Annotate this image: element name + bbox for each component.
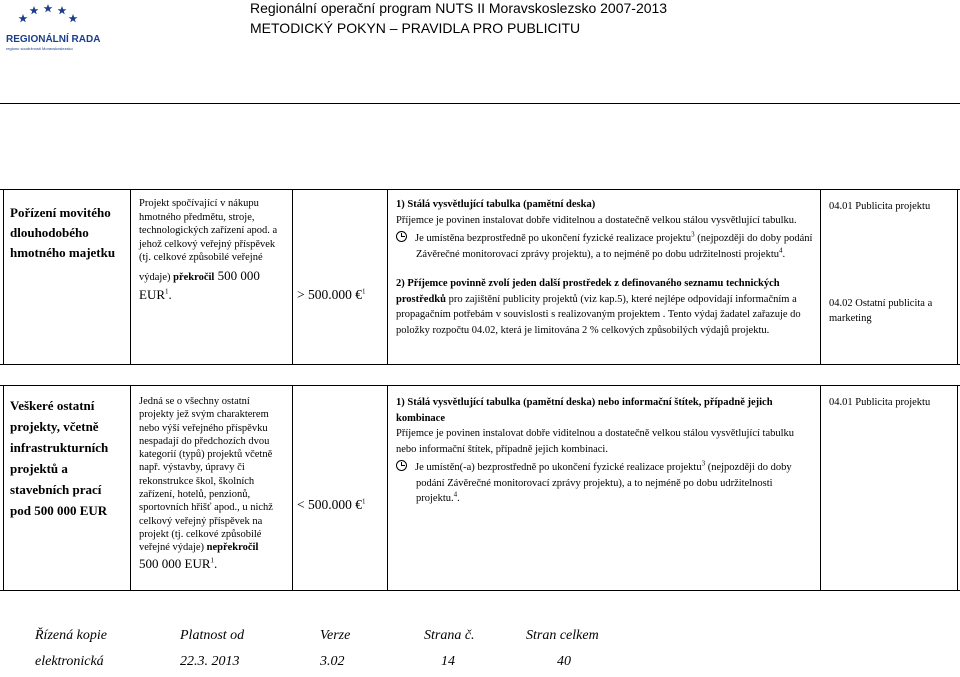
row2-description-line: projekt (tj. celkové způsobilé: [139, 528, 262, 540]
row2-category: [10, 395, 128, 521]
row2-threshold: [297, 497, 385, 512]
row1-threshold-sup: 1: [362, 287, 366, 296]
row1-description-eur-text: EUR: [139, 287, 165, 302]
row1-budget-item-2: 04.02 Ostatní publicita a marketing: [829, 298, 933, 324]
row2-description-line: celkový veřejný příspěvek na: [139, 515, 263, 527]
row2-description-end: .: [214, 555, 218, 571]
table-top-border: [0, 103, 960, 104]
row2-requirement-note: Je umístěn(-a) bezprostředně po ukončení fyzické realizace projektu$^3$ (nejpozději do doby podání Závěrečné monitorovací zprávy projektu), a to nejméně po dobu udržitelnosti projektu.$^4$.: [396, 460, 816, 507]
row1-top-border: [0, 189, 960, 190]
row1-description-value: 500 000: [214, 267, 260, 283]
row1-requirement-text: Příjemce je povinen instalovat dobře viditelnou a dostatečně velkou stálou vysvětlující tabulku.: [396, 214, 797, 226]
row1-description-line: jehož celkový veřejný příspěvek: [139, 238, 276, 250]
row2-category-line: pod 500 000 EUR: [10, 503, 108, 518]
row1-category-line: dlouhodobého: [10, 225, 89, 240]
row1-requirement-title: 1) Stálá vysvětlující tabulka (pamětní deska): [396, 199, 596, 210]
row1-requirement-note-sup2: 4: [779, 246, 783, 254]
row2-divider-1: [130, 385, 131, 590]
row1-requirement-note-sup: 3: [691, 230, 695, 239]
row2-description-line: nespadají do předchozích dvou: [139, 435, 270, 447]
row2-description-line: Jedná se o všechny ostatní: [139, 396, 250, 407]
document-title: Regionální operační program NUTS II Moravskoslezsko 2007-2013: [250, 0, 668, 16]
row2-requirement-title: 1) Stálá vysvětlující tabulka (pamětní deska) nebo informační štítek, případně jejich kombinace: [396, 397, 773, 424]
row1-border-right: [957, 189, 958, 364]
row2-category-line: infrastrukturních: [10, 440, 109, 455]
row2-border-left: [3, 385, 4, 590]
row2-category-line: projektů a: [10, 461, 68, 476]
footer-header-version: Verze: [320, 628, 351, 643]
row1-category-line: Pořízení movitého: [10, 205, 111, 220]
row1-requirement-note-text: Je umístěna bezprostředně po ukončení fyzické realizace projektu: [415, 233, 692, 244]
row2-description-prefix: veřejné výdaje): [139, 542, 207, 554]
row2-divider-4: [820, 385, 821, 590]
regional-council-logo: [4, 2, 110, 54]
row2-requirement-note-text: Je umístěn(-a) bezprostředně po ukončení fyzické realizace projektu: [415, 462, 702, 473]
row2-border-right: [957, 385, 958, 590]
row1-requirement-2-text: pro zajištění publicity projektů (viz kap.5), které nejlépe odpovídají informačním a propagačním potřebám v souvislosti s realizovaným projektem . Tento výdaj žadatel zařazuje do položky rozpočtu 04.02, která je limitována 2 % celkových způsobilých výdajů projektu.: [396, 293, 801, 336]
row1-description-prefix: výdaje): [139, 271, 174, 283]
footer-value-version: 3.02: [320, 654, 345, 669]
footer-header-valid-from: Platnost od: [180, 628, 245, 643]
row2-threshold-sup: 1: [362, 497, 366, 506]
row1-description-eur: [139, 288, 289, 302]
row2-description-bold: nepřekročil: [206, 542, 259, 554]
footer-header-pages-total: Stran celkem: [526, 628, 599, 643]
row2-requirement-note-sup: 3: [701, 459, 706, 468]
footer-value-page: 14: [441, 654, 455, 669]
row1-description: [139, 197, 289, 302]
footer-value-pages-total: 40: [557, 654, 571, 669]
row2-budget-item-1: 04.01 Publicita projektu: [829, 397, 931, 408]
document-subtitle: METODICKÝ POKYN – PRAVIDLA PRO PUBLICITU: [250, 20, 581, 36]
footer-value-valid-from: 22.3. 2013: [180, 654, 240, 669]
row2-requirement-note-sup2: 4: [453, 490, 458, 499]
footer-header-page: Strana č.: [424, 628, 475, 643]
logo-line1: REGIONÁLNÍ RADA: [6, 34, 101, 45]
row2-description-value: 500 000 EUR: [139, 555, 211, 571]
row1-requirement-2: [396, 276, 816, 338]
row2-description-line: nebo výší veřejného příspěvku: [139, 422, 268, 434]
row2-top-border: [0, 385, 960, 386]
row1-requirement-note-rest: (nejpozději do doby podání Závěrečné monitorovací zprávy projektu), a to nejméně po dobu udržitelnosti projektu: [416, 233, 813, 260]
row1-description-sup: 1: [165, 287, 169, 296]
row1-description-end: .: [168, 287, 172, 302]
row2-requirement-note-rest: (nejpozději do doby podání Závěrečné monitorovací zprávy projektu), a to nejméně po dobu udržitelnosti projektu.: [416, 462, 792, 504]
row1-description-line: Projekt spočívající v nákupu: [139, 198, 259, 209]
row1-divider-4: [820, 189, 821, 364]
row2-description-line: sportovních hřišť apod., u nichž: [139, 502, 273, 514]
row2-requirement-text: Příjemce je povinen instalovat dobře viditelnou a dostatečně velkou stálou vysvětlující tabulku nebo informační štítek, případně jejich kombinaci.: [396, 428, 795, 455]
row1-border-left: [3, 189, 4, 364]
row2-description-sup: 1: [210, 556, 214, 565]
row2-threshold-text: < 500.000 €: [297, 497, 362, 512]
row1-divider-2: [292, 189, 293, 364]
row1-category-line: hmotného majetku: [10, 245, 116, 260]
row1-description-line: (tj. celkové způsobilé veřejné: [139, 252, 263, 263]
row1-budget-item-1: 04.01 Publicita projektu: [829, 201, 931, 212]
row2-description-line: zařízení, hotelů, penzionů,: [139, 489, 251, 501]
clock-icon: [396, 231, 407, 242]
row1-bottom-border: [0, 364, 960, 365]
row2-category-line: stavebních prací: [10, 482, 102, 497]
row1-requirements: [396, 197, 816, 338]
row2-description-line: kategorií (typů) projektů včetně: [139, 449, 273, 461]
row1-requirement-note: Je umístěna bezprostředně po ukončení fyzické realizace projektu$^3$ (nejpozději do doby podání Závěrečné monitorovací zprávy projektu), a to nejméně po dobu udržitelnosti projektu$^4$.: [396, 231, 816, 262]
page-footer: [0, 619, 960, 677]
row1-threshold-text: > 500.000 €: [297, 287, 362, 302]
row1-category: [10, 203, 128, 263]
row2-description-value-line: [139, 557, 289, 570]
row1-description-limit: [139, 269, 289, 285]
page-header: [0, 0, 960, 58]
row1-divider-3: [387, 189, 388, 364]
row2-divider-3: [387, 385, 388, 590]
row2-category-line: projekty, včetně: [10, 419, 99, 434]
row2-description-line: projekty jež svým charakterem: [139, 409, 269, 421]
row1-description-line: hmotného předmětu, stroje,: [139, 211, 255, 223]
row2-description-line: např. výstavby, úpravy či: [139, 462, 245, 474]
row1-threshold: [297, 287, 385, 302]
row1-description-bold: překročil: [173, 271, 215, 283]
row1-description-line: technologických zařízení apod. a: [139, 225, 278, 236]
row2-divider-2: [292, 385, 293, 590]
row2-description-line: rekonstrukce škol, školních: [139, 475, 255, 487]
footer-header-copy: Řízená kopie: [35, 628, 107, 643]
footer-value-copy: elektronická: [35, 654, 104, 669]
row1-requirement-2-bold: 2) Příjemce povinně zvolí jeden další prostředek z definovaného seznamu technických prostředků: [396, 278, 780, 305]
row2-requirements: [396, 395, 816, 507]
row2-description: [139, 395, 289, 570]
row1-divider-1: [130, 189, 131, 364]
row2-bottom-border: [0, 590, 960, 591]
row2-category-line: Veškeré ostatní: [10, 398, 95, 413]
row2-description-limit: [139, 541, 289, 554]
logo-line2: regionu soudržnosti Moravskoslezsko: [6, 46, 73, 51]
clock-icon: [396, 460, 407, 471]
